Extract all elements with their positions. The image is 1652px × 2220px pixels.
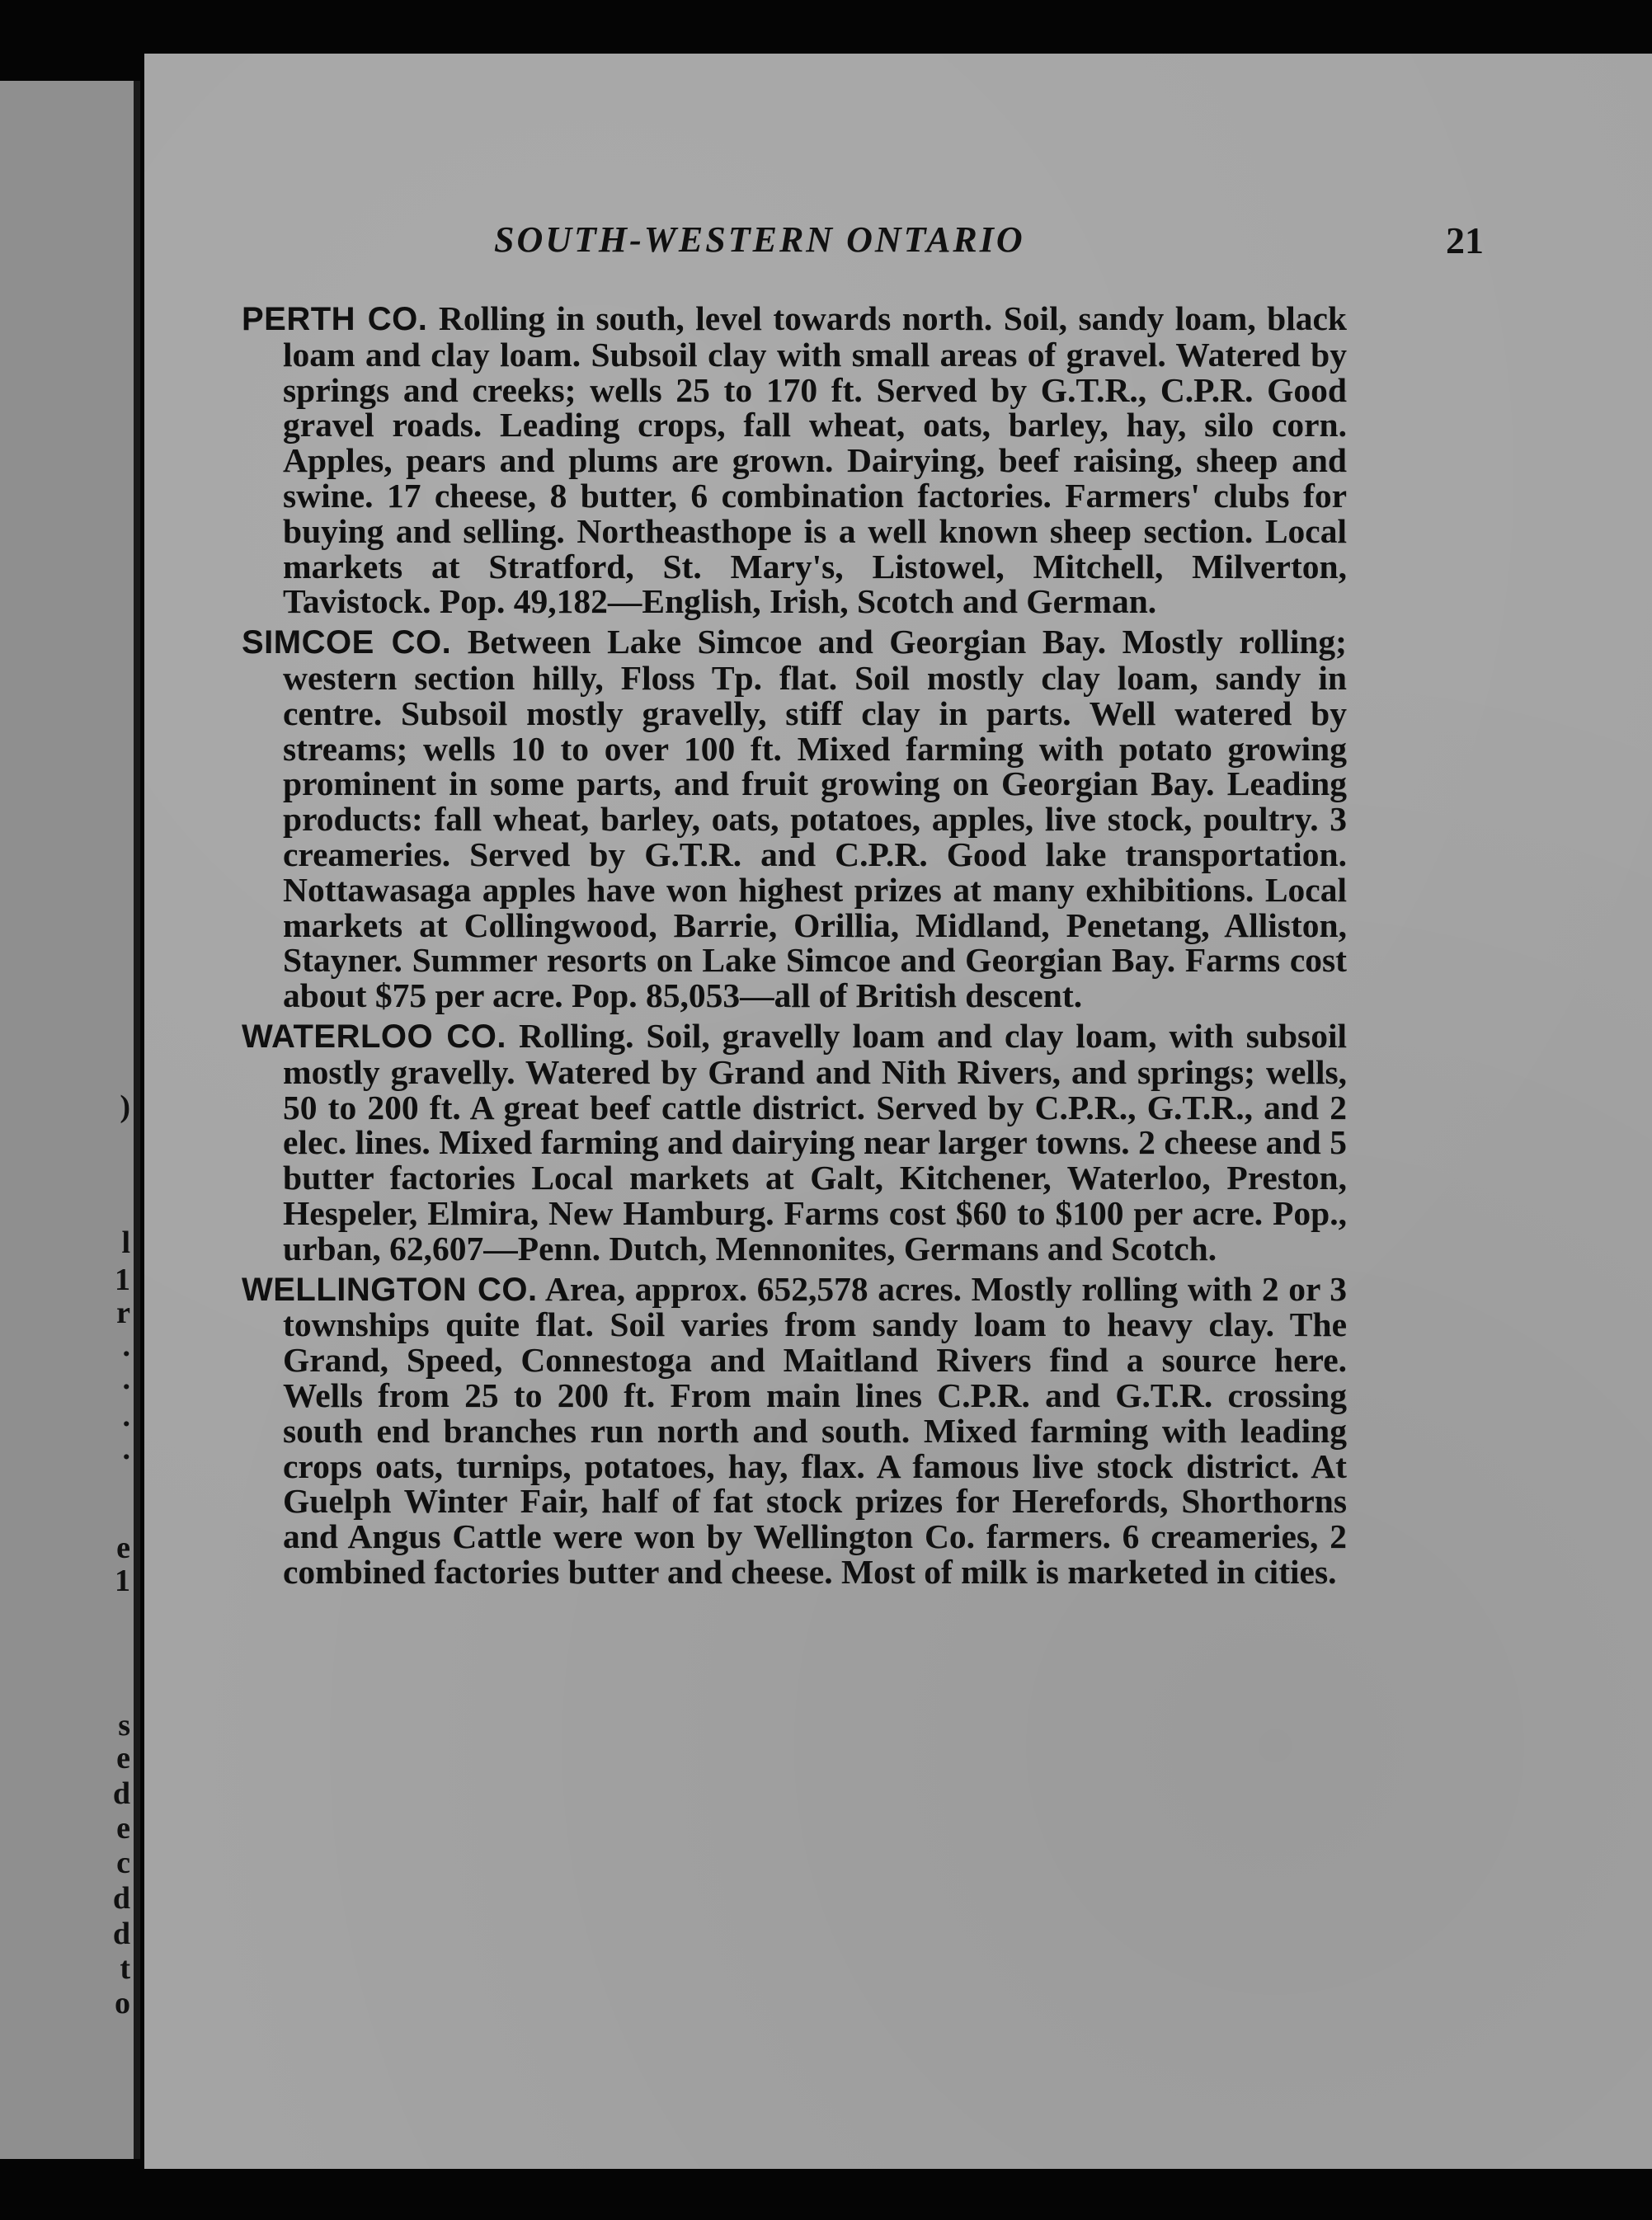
county-entry-perth [242,301,1347,619]
facing-page-fragment: 1 [115,1564,130,1598]
facing-page-fragment: t [120,1951,130,1986]
county-heading: WATERLOO CO. [242,1018,506,1055]
county-description: Area, approx. 652,578 acres. Mostly rolling with 2 or 3 townships quite flat. Soil varies from sandy loam to heavy clay. The Grand, Speed, Connestoga and Maitland Rivers find a source here. Wells from 25 to 200 ft. From main lines C.P.R. and G.T.R. crossing south end branches run north and south. Mixed farming with leading crops oats, turnips, potatoes, hay, flax. A famous live stock district. At Guelph Winter Fair, half of fat stock prizes for Herefords, Shorthorns and Angus Cattle were won by Wellington Co. farmers. 6 creameries, 2 combined factories butter and cheese. Most of milk is marketed in cities. [283,1269,1347,1591]
facing-page-fragment: d [112,1776,130,1811]
facing-page-edge [0,81,137,2159]
book-page [144,54,1652,2169]
county-heading: WELLINGTON CO. [242,1271,538,1308]
county-entry-simcoe [242,624,1347,1014]
county-description: Rolling. Soil, gravelly loam and clay loam, with subsoil mostly gravelly. Watered by Grand and Nith Rivers, and springs; wells, 50 to 200 ft. A great beef cattle district. Served by C.P.R., G.T.R., and 2 elec. lines. Mixed farming and dairying near larger towns. 2 cheese and 5 butter factories Local markets at Galt, Kitchener, Waterloo, Preston, Hespeler, Elmira, New Hamburg. Farms cost $60 to $100 per acre. Pop., urban, 62,607—Penn. Dutch, Mennonites, Germans and Scotch. [283,1016,1347,1268]
facing-page-fragment: e [116,1531,130,1565]
facing-page-fragment: s [118,1708,130,1743]
county-description: Rolling in south, level towards north. Soil, sandy loam, black loam and clay loam. Subsoil clay with small areas of gravel. Watered by springs and creeks; wells 25 to 170 ft. Served by G.T.R., C.P.R. Good gravel roads. Leading crops, fall wheat, oats, barley, hay, silo corn. Apples, pears and plums are grown. Dairying, beef raising, sheep and swine. 17 cheese, 8 butter, 6 combination factories. Farmers' clubs for buying and selling. Northeasthope is a well known sheep section. Local markets at Stratford, St. Mary's, Listowel, Mitchell, Milverton, Tavistock. Pop. 49,182—English, Irish, Scotch and German. [283,299,1348,621]
facing-page-fragment: e [116,1741,130,1776]
facing-page-fragment: 1 [115,1263,130,1297]
facing-page-fragment: l [121,1225,130,1260]
county-heading: PERTH CO. [242,301,428,337]
page-gutter [134,81,140,2159]
county-heading: SIMCOE CO. [242,624,452,661]
page-body [242,301,1347,1595]
county-description: Between Lake Simcoe and Georgian Bay. Mostly rolling; western section hilly, Floss Tp. flat. Soil mostly clay loam, sandy in centre. Subsoil mostly gravelly, stiff clay in parts. Well watered by streams; wells 10 to over 100 ft. Mixed farming with potato growing prominent in some parts, and fruit growing on Georgian Bay. Leading products: fall wheat, barley, oats, potatoes, apples, live stock, poultry. 3 creameries. Served by G.T.R. and C.P.R. Good lake transportation. Nottawasaga apples have won highest prizes at many exhibitions. Local markets at Collingwood, Barrie, Orillia, Midland, Penetang, Alliston, Stayner. Summer resorts on Lake Simcoe and Georgian Bay. Farms cost about $75 per acre. Pop. 85,053—all of British descent. [283,623,1347,1015]
facing-page-fragment: . [122,1432,130,1466]
facing-page-fragment: . [122,1362,130,1396]
facing-page-fragment: d [112,1881,130,1916]
page-number: 21 [1446,219,1484,261]
facing-page-fragment: c [116,1846,130,1880]
facing-page-fragment: e [116,1811,130,1846]
facing-page-fragment: r [116,1296,130,1330]
facing-page-fragment: . [122,1399,130,1433]
facing-page-fragment: d [112,1917,130,1951]
county-entry-waterloo [242,1018,1347,1267]
page-header [494,219,1484,276]
running-head: SOUTH-WESTERN ONTARIO [494,219,1025,260]
county-entry-wellington [242,1269,1347,1591]
facing-page-fragment: . [122,1329,130,1363]
facing-page-fragment: ) [120,1089,130,1124]
facing-page-fragment: o [115,1986,130,2020]
